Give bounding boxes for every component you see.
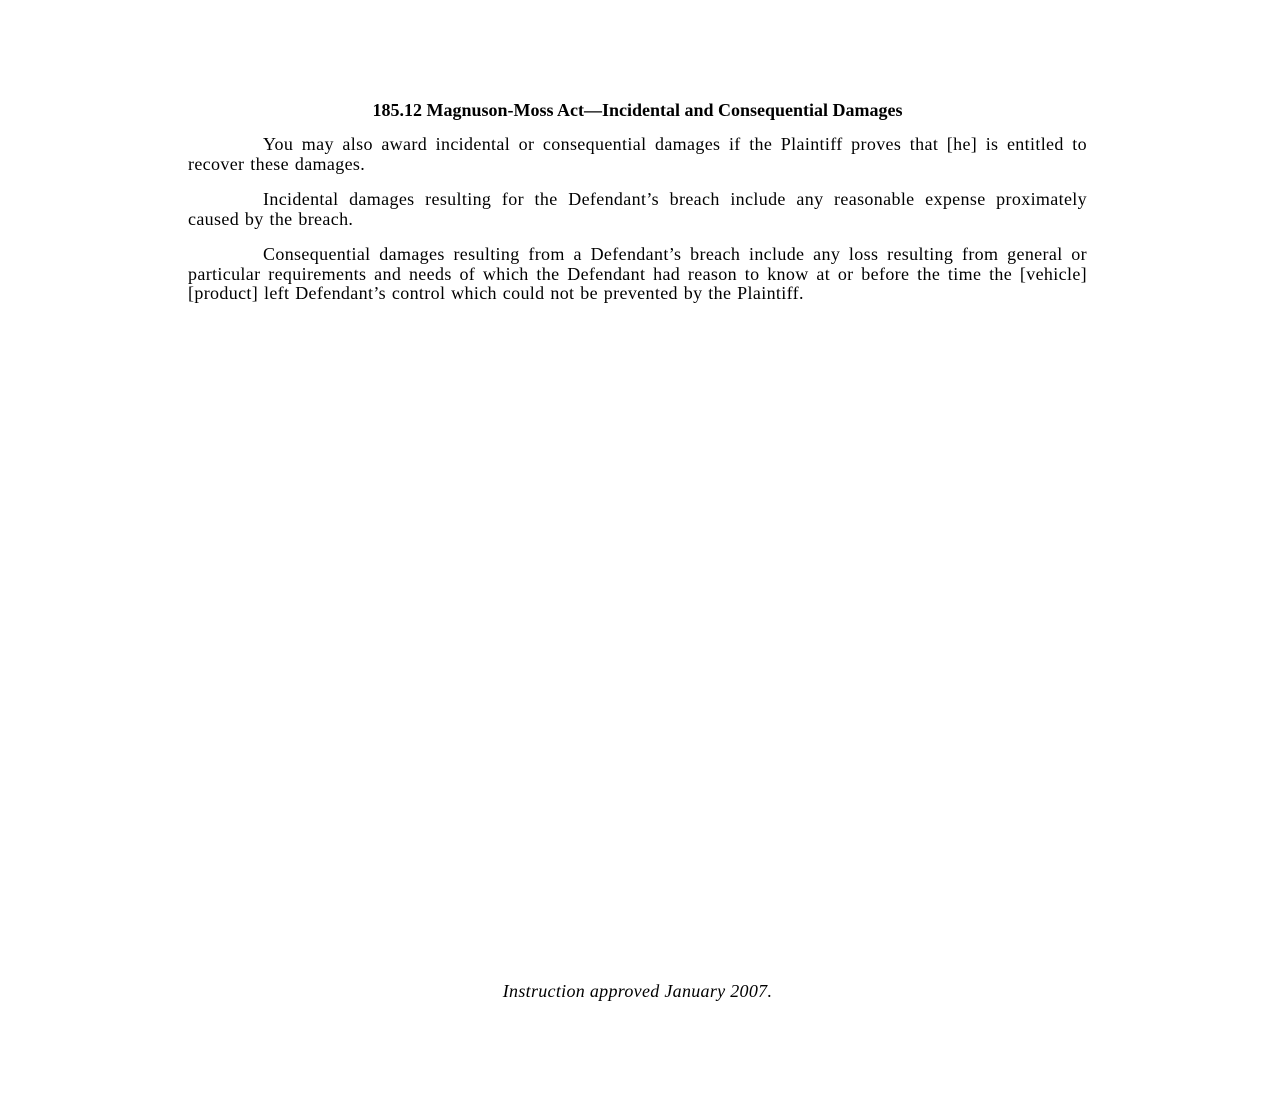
document-title: 185.12 Magnuson-Moss Act—Incidental and Consequential Damages [372, 100, 903, 120]
paragraph-incidental-damages: Incidental damages resulting for the Defendant’s breach include any reasonable expense proximately caused by the breach. [188, 189, 1087, 229]
approval-note: Instruction approved January 2007. [502, 981, 773, 1001]
paragraph-consequential-damages: Consequential damages resulting from a Defendant’s breach include any loss resulting from general or particular requirements and needs of which the Defendant had reason to know at or before the time the [vehicle] [product] left Defendant’s control which could not be prevented by the Plaintiff. [188, 244, 1087, 303]
paragraph-damages-award: You may also award incidental or consequential damages if the Plaintiff proves that [he] is entitled to recover these damages. [188, 134, 1087, 174]
